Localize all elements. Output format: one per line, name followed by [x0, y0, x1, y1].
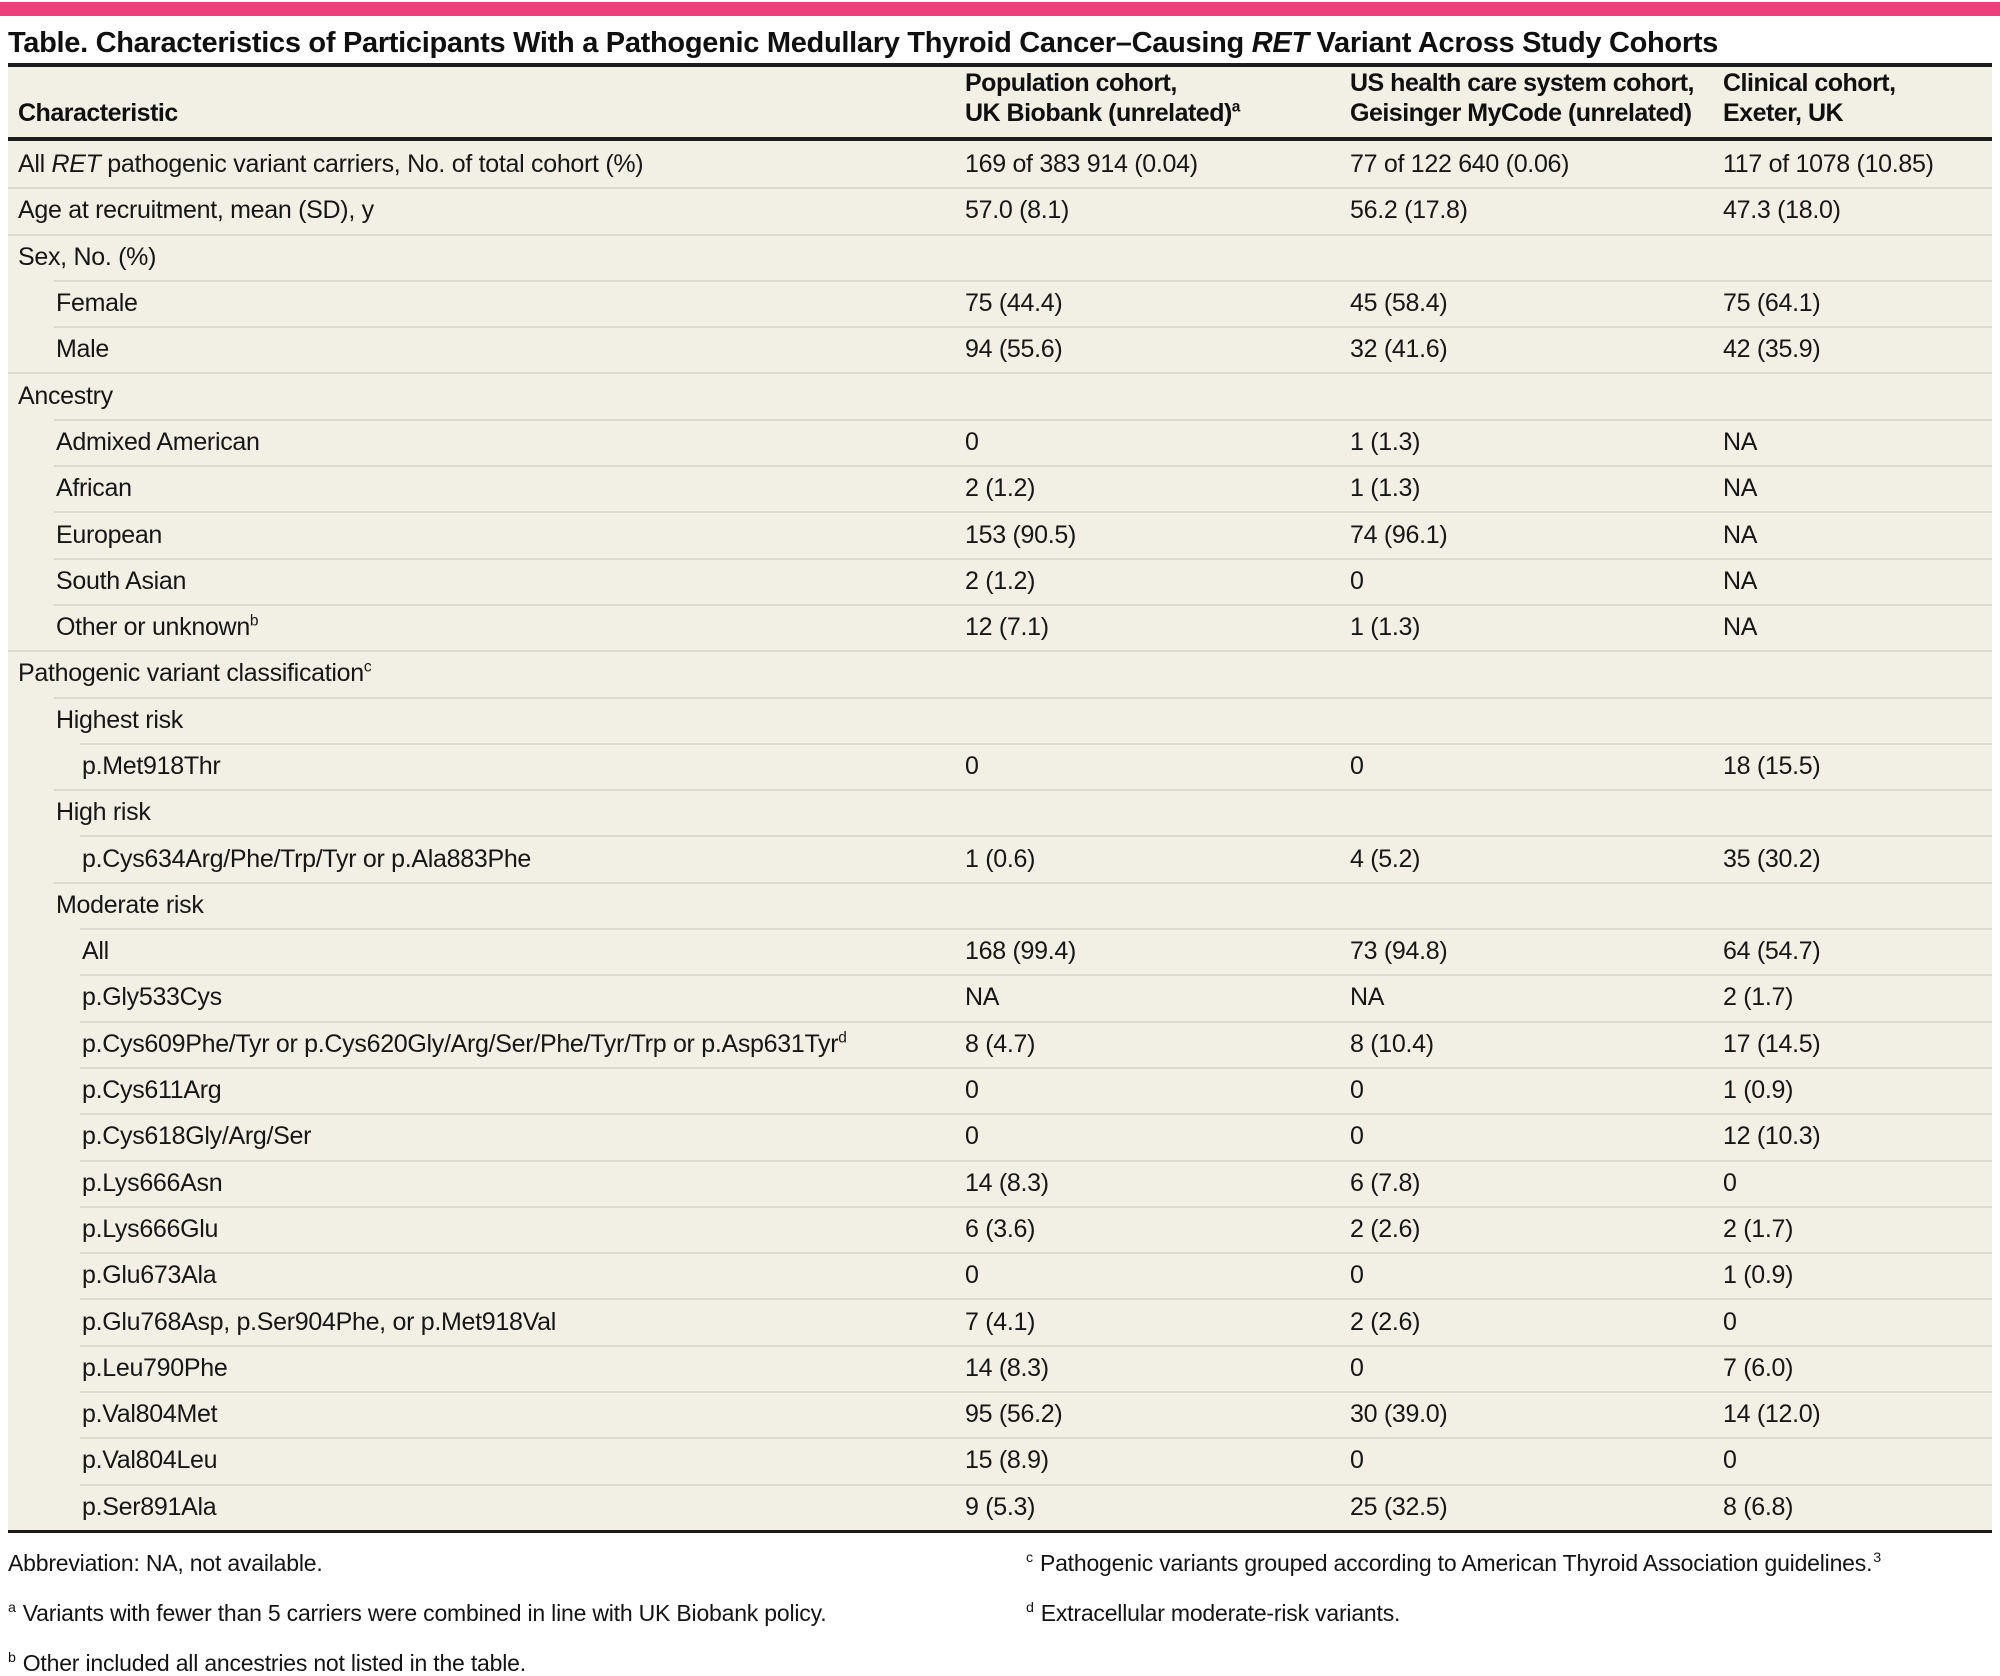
cell-value: 0: [965, 427, 979, 456]
cell-value: 2 (1.7): [1723, 1214, 1794, 1243]
row-separator: [54, 882, 1992, 884]
cell-value: 168 (99.4): [965, 937, 1076, 966]
footnote: $^c$ Pathogenic variants grouped according to American Thyroid Association guidelines.$^3$: [1026, 1550, 1882, 1576]
row-separator: [54, 511, 1992, 513]
cell-value: 18 (15.5): [1723, 752, 1821, 780]
cell-value: 75 (64.1): [1723, 289, 1821, 318]
table-title-gene: RET: [1251, 27, 1309, 59]
cell-value: 6 (3.6): [965, 1214, 1036, 1243]
table-row: [8, 1067, 1992, 1113]
table-row: [8, 1021, 1992, 1067]
table-title: [8, 26, 1992, 60]
accent-bar: [0, 2, 2000, 16]
cell-value: 12 (10.3): [1723, 1122, 1821, 1151]
cell-value: 153 (90.5): [965, 520, 1076, 549]
row-separator: [80, 1345, 1992, 1347]
table-row: [8, 511, 1992, 557]
row-separator: [54, 280, 1992, 282]
row-separator: [54, 326, 1992, 328]
row-separator: [8, 234, 1992, 236]
footnote-marker: b: [249, 612, 259, 630]
cell-value: 0: [1350, 566, 1364, 595]
cell-value: 0: [1350, 1122, 1364, 1151]
row-separator: [80, 1252, 1992, 1254]
cell-value: 0: [1723, 1307, 1737, 1336]
row-separator: [54, 697, 1992, 699]
cell-value: 75 (44.4): [965, 289, 1063, 318]
row-label: Age at recruitment, mean (SD), y: [18, 196, 374, 225]
table-row: [8, 835, 1992, 881]
row-separator: [80, 835, 1992, 837]
row-separator: [80, 1484, 1992, 1486]
row-label: African: [56, 474, 132, 503]
cell-value: 2 (2.6): [1350, 1307, 1421, 1336]
row-label: All: [82, 937, 109, 966]
cell-value: 74 (96.1): [1350, 520, 1448, 549]
cell-value: 73 (94.8): [1350, 937, 1448, 966]
cell-value: 14 (12.0): [1723, 1400, 1821, 1429]
cell-value: 30 (39.0): [1350, 1400, 1448, 1429]
cell-value: 47.3 (18.0): [1723, 196, 1841, 225]
column-header-cohort-2: US health care system cohort, Geisinger MyCode (unrelated): [1350, 69, 1694, 127]
cell-value: 45 (58.4): [1350, 289, 1448, 318]
row-separator: [54, 789, 1992, 791]
cell-value: 17 (14.5): [1723, 1029, 1821, 1058]
cell-value: 2 (1.2): [965, 474, 1036, 503]
table-row: [8, 789, 1992, 835]
row-separator: [80, 1160, 1992, 1162]
table-header-row: [8, 67, 1992, 141]
cell-value: 9 (5.3): [965, 1492, 1036, 1521]
column-header-cohort-1: Population cohort, UK Biobank (unrelated)$^a$: [965, 69, 1240, 127]
row-separator: [80, 1391, 1992, 1393]
cell-value: 77 of 122 640 (0.06): [1350, 150, 1570, 179]
characteristics-table: [8, 63, 1992, 1533]
row-label: Pathogenic variant classification$^c$: [18, 659, 372, 688]
row-label: High risk: [56, 798, 151, 827]
table-row: [8, 1252, 1992, 1298]
row-label: p.Cys618Gly/Arg/Ser: [82, 1122, 312, 1151]
table-row: [8, 187, 1992, 233]
table-body: [8, 141, 1992, 1533]
column-header-cohort-3: Clinical cohort, Exeter, UK: [1723, 69, 1896, 127]
cell-value: 8 (10.4): [1350, 1029, 1434, 1058]
footnote-marker: c: [363, 659, 372, 677]
table-row: [8, 1437, 1992, 1483]
cell-value: 42 (35.9): [1723, 335, 1821, 364]
table-row: [8, 1160, 1992, 1206]
row-separator: [54, 419, 1992, 421]
row-separator: [80, 1113, 1992, 1115]
cell-value: 0: [1350, 1353, 1364, 1382]
table-row: [8, 1298, 1992, 1344]
cell-value: 4 (5.2): [1350, 844, 1421, 873]
cell-value: NA: [1723, 427, 1758, 456]
table-row: [8, 1345, 1992, 1391]
row-label: p.Leu790Phe: [82, 1353, 228, 1382]
footnote: Abbreviation: NA, not available.: [8, 1550, 323, 1576]
cell-value: 1 (1.3): [1350, 474, 1421, 503]
footnote-marker: a: [1231, 98, 1240, 116]
table-row: [8, 604, 1992, 650]
row-label: p.Ser891Ala: [82, 1492, 217, 1521]
row-label: Male: [56, 335, 109, 364]
row-label: p.Val804Met: [82, 1400, 218, 1429]
cell-value: 35 (30.2): [1723, 844, 1821, 873]
cell-value: 1 (1.3): [1350, 613, 1421, 642]
footnote-marker: b: [8, 1650, 16, 1667]
cell-value: 169 of 383 914 (0.04): [965, 150, 1198, 179]
table-row: [8, 1206, 1992, 1252]
cell-value: 0: [965, 1261, 979, 1290]
cell-value: 1 (0.6): [965, 844, 1036, 873]
footnote: $^d$ Extracellular moderate-risk variants.: [1026, 1600, 1401, 1626]
table-row: [8, 280, 1992, 326]
row-label: p.Gly533Cys: [82, 983, 222, 1012]
cell-value: 95 (56.2): [965, 1400, 1063, 1429]
row-label: p.Lys666Asn: [82, 1168, 223, 1197]
cell-value: 2 (1.7): [1723, 983, 1794, 1012]
row-label: Admixed American: [56, 427, 260, 456]
cell-value: NA: [1723, 474, 1758, 503]
table-row: [8, 465, 1992, 511]
row-label: p.Met918Thr: [82, 752, 221, 780]
table-row: [8, 1391, 1992, 1437]
table-row: [8, 558, 1992, 604]
cell-value: 6 (7.8): [1350, 1168, 1421, 1197]
row-label: p.Glu768Asp, p.Ser904Phe, or p.Met918Val: [82, 1307, 556, 1336]
row-label: p.Cys609Phe/Tyr or p.Cys620Gly/Arg/Ser/Phe/Tyr/Trp or p.Asp631Tyr$^d$: [82, 1029, 847, 1058]
row-label: Highest risk: [56, 705, 183, 734]
cell-value: 117 of 1078 (10.85): [1723, 150, 1934, 179]
cell-value: 0: [965, 1122, 979, 1151]
footnote-marker: a: [8, 1600, 16, 1617]
table-title-pre: Table. Characteristics of Participants With a Pathogenic Medullary Thyroid Cancer–Causing: [8, 27, 1252, 59]
table-row: [8, 974, 1992, 1020]
row-separator: [80, 928, 1992, 930]
table-row: [8, 928, 1992, 974]
cell-value: 0: [1350, 752, 1364, 780]
footnotes-right-column: [1026, 1549, 1992, 1649]
cell-value: 8 (6.8): [1723, 1492, 1794, 1521]
footnote: $^a$ Variants with fewer than 5 carriers were combined in line with UK Biobank policy.: [8, 1600, 827, 1626]
cell-value: 0: [1723, 1446, 1737, 1475]
table-row: [8, 650, 1992, 696]
cell-value: 0: [1723, 1168, 1737, 1197]
row-label: p.Glu673Ala: [82, 1261, 217, 1290]
table-row: [8, 1484, 1992, 1530]
cell-value: 94 (55.6): [965, 335, 1063, 364]
cell-value: 1 (1.3): [1350, 427, 1421, 456]
row-separator: [80, 743, 1992, 745]
cell-value: 0: [1350, 1446, 1364, 1475]
table-row: [8, 697, 1992, 743]
table-row: [8, 882, 1992, 928]
row-label: Moderate risk: [56, 890, 204, 919]
row-separator: [80, 1206, 1992, 1208]
cell-value: NA: [1350, 983, 1385, 1012]
row-label: p.Cys611Arg: [82, 1076, 222, 1105]
cell-value: 56.2 (17.8): [1350, 196, 1468, 225]
row-label: p.Cys634Arg/Phe/Trp/Tyr or p.Ala883Phe: [82, 844, 532, 873]
row-label: p.Lys666Glu: [82, 1214, 219, 1243]
row-separator: [80, 1437, 1992, 1439]
footnote-marker: c: [1026, 1550, 1033, 1567]
row-separator: [80, 974, 1992, 976]
cell-value: 14 (8.3): [965, 1168, 1049, 1197]
cell-value: NA: [1723, 566, 1758, 595]
row-separator: [54, 558, 1992, 560]
row-separator: [80, 1298, 1992, 1300]
cell-value: 14 (8.3): [965, 1353, 1049, 1382]
row-separator: [80, 1021, 1992, 1023]
footnotes-left-column: [8, 1549, 1008, 1676]
row-label: Female: [56, 289, 138, 318]
cell-value: 32 (41.6): [1350, 335, 1448, 364]
cell-value: 25 (32.5): [1350, 1492, 1448, 1521]
cell-value: NA: [965, 983, 1000, 1012]
table-row: [8, 234, 1992, 280]
cell-value: 2 (2.6): [1350, 1214, 1421, 1243]
row-separator: [8, 372, 1992, 374]
table-row: [8, 372, 1992, 418]
cell-value: 64 (54.7): [1723, 937, 1821, 966]
cell-value: 2 (1.2): [965, 566, 1036, 595]
row-label: European: [56, 520, 163, 549]
cell-value: 0: [965, 752, 979, 780]
cell-value: NA: [1723, 613, 1758, 642]
row-label: Other or unknown$^b$: [56, 612, 259, 642]
cell-value: 8 (4.7): [965, 1029, 1036, 1058]
row-separator: [8, 187, 1992, 189]
table-row: [8, 419, 1992, 465]
table-row: [8, 743, 1992, 789]
footnote-marker: d: [1026, 1600, 1034, 1617]
table-row: [8, 141, 1992, 187]
cell-value: 1 (0.9): [1723, 1076, 1794, 1105]
column-header-characteristic: Characteristic: [18, 99, 178, 127]
table-row: [8, 1113, 1992, 1159]
cell-value: 0: [1350, 1076, 1364, 1105]
row-label: Ancestry: [18, 381, 113, 410]
row-label: South Asian: [56, 566, 187, 595]
cell-value: NA: [1723, 520, 1758, 549]
row-separator: [54, 465, 1992, 467]
cell-value: 7 (6.0): [1723, 1353, 1794, 1382]
cell-value: 12 (7.1): [965, 613, 1049, 642]
row-label: p.Val804Leu: [82, 1446, 218, 1475]
table-title-post: Variant Across Study Cohorts: [1308, 27, 1719, 59]
cell-value: 15 (8.9): [965, 1446, 1049, 1475]
table-row: [8, 326, 1992, 372]
row-separator: [54, 604, 1992, 606]
cell-value: 0: [1350, 1261, 1364, 1290]
reference-marker: 3: [1873, 1550, 1882, 1567]
cell-value: 1 (0.9): [1723, 1261, 1794, 1290]
row-separator: [8, 650, 1992, 652]
row-label: All RET pathogenic variant carriers, No. of total cohort (%): [18, 150, 644, 179]
cell-value: 0: [965, 1076, 979, 1105]
row-separator: [80, 1067, 1992, 1069]
cell-value: 57.0 (8.1): [965, 196, 1070, 225]
footnote-marker: d: [838, 1029, 847, 1047]
cell-value: 7 (4.1): [965, 1307, 1036, 1336]
footnote: $^b$ Other included all ancestries not listed in the table.: [8, 1650, 526, 1676]
row-label: Sex, No. (%): [18, 242, 157, 271]
